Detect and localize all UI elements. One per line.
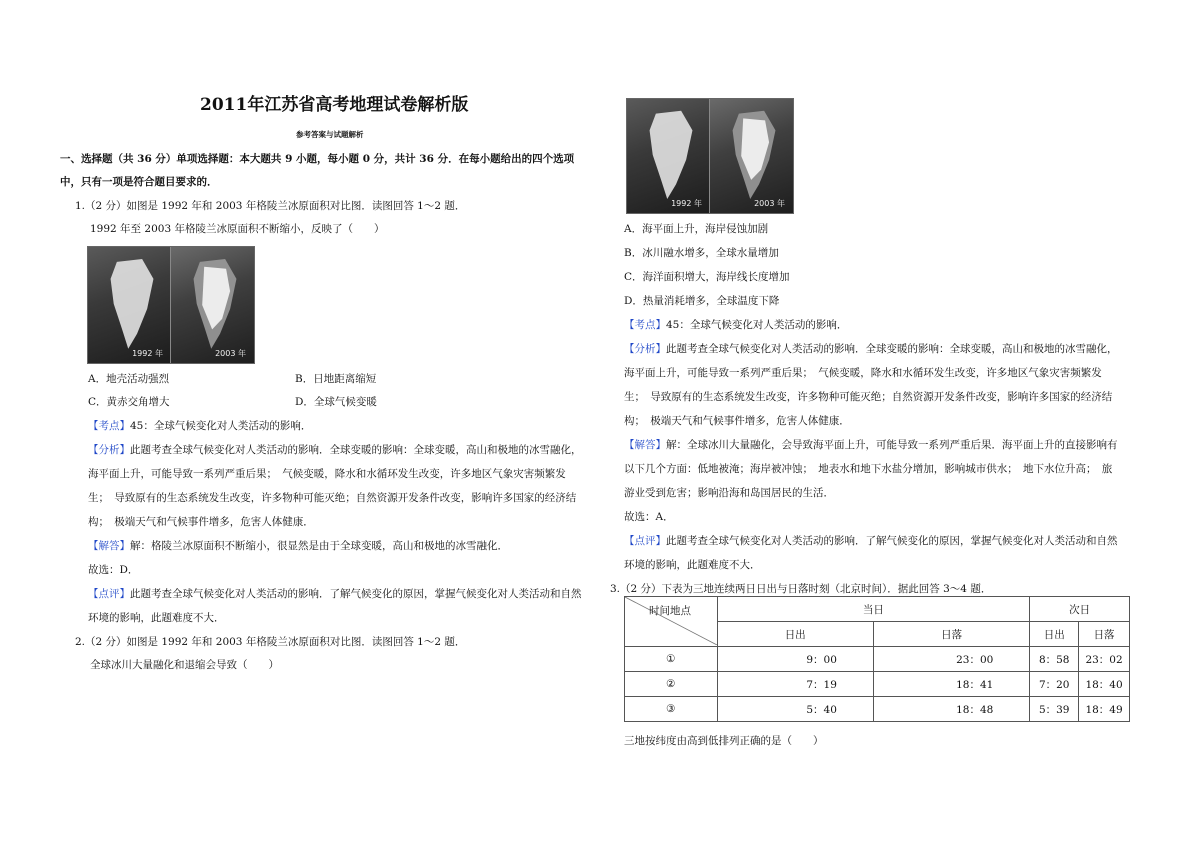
table-cell-d1-set: 23：00 — [873, 647, 1029, 672]
q1-dianping — [88, 587, 582, 601]
page-title: 2011年江苏省高考地理试卷解析版 — [200, 95, 469, 115]
q1-fenxi-text-2: 海平面上升，可能导致一系列严重后果； 气候变暖，降水和水循环发生改变，许多地区气象灾害频繁发 — [88, 468, 566, 480]
table-corner-cell — [625, 597, 718, 647]
q1-jieda — [88, 539, 508, 553]
q2-fenxi — [624, 342, 1118, 356]
table-cell-d2-set: 18：40 — [1079, 672, 1130, 697]
q2-fenxi-tag: 【分析】 — [624, 343, 666, 355]
table-cell-d2-rise: 7：20 — [1030, 672, 1079, 697]
table-cell-d1-rise: 5：40 — [717, 697, 873, 722]
page-subtitle: 参考答案与试题解析 — [296, 130, 364, 139]
q1-jieda-text: 解：格陵兰冰原面积不断缩小，很显然是由于全球变暖，高山和极地的冰雪融化． — [130, 540, 508, 552]
q1-option-d[interactable]: D．全球气候变暖 — [295, 396, 377, 408]
q1-fenxi — [88, 443, 582, 457]
table-cell-d2-rise: 8：58 — [1030, 647, 1079, 672]
q2-jieda — [624, 438, 1118, 452]
table-subheader-sunrise-2: 日出 — [1030, 622, 1079, 647]
q1-fenxi-text-3: 生； 导致原有的生态系统发生改变，许多物种可能灭绝；自然资源开发条件改变，影响许多国家的经济结 — [88, 492, 577, 504]
section-heading-line1: 一、选择题（共 36 分）单项选择题：本大题共 9 小题，每小题 0 分，共计 36 分．在每小题给出的四个选项 — [60, 153, 575, 165]
q2-dianping-text-1: 此题考查全球气候变化对人类活动的影响．了解气候变化的原因，掌握气候变化对人类活动和自然 — [666, 535, 1118, 547]
q2-fenxi-text-2: 海平面上升，可能导致一系列严重后果； 气候变暖，降水和水循环发生改变，许多地区气象灾害频繁发 — [624, 367, 1102, 379]
q1-option-c[interactable]: C．黄赤交角增大 — [88, 396, 170, 408]
q2-option-b[interactable]: B．冰川融水增多，全球水量增加 — [624, 247, 779, 259]
q2-option-c[interactable]: C．海洋面积增大，海岸线长度增加 — [624, 271, 790, 283]
sunrise-sunset-table — [624, 596, 1130, 722]
q1-fenxi-tag: 【分析】 — [88, 444, 130, 456]
q3-question: 三地按纬度由高到低排列正确的是（ ） — [624, 735, 824, 747]
greenland-ice-comparison-image-2 — [626, 98, 794, 214]
image-caption-2003: 2003 年 — [754, 199, 785, 208]
q1-fenxi-text-4: 构； 极端天气和气候事件增多，危害人体健康． — [88, 516, 314, 528]
q1-option-b[interactable]: B．日地距离缩短 — [295, 373, 377, 385]
q2-kaodian-text: 45：全球气候变化对人类活动的影响． — [666, 319, 848, 331]
image-caption-1992: 1992 年 — [132, 349, 163, 358]
q2-kaodian-tag: 【考点】 — [624, 319, 666, 331]
image-1992-panel — [627, 99, 710, 213]
q2-fenxi-text-1: 此题考查全球气候变化对人类活动的影响．全球变暖的影响：全球变暖，高山和极地的冰雪融化， — [666, 343, 1118, 355]
q2-option-d[interactable]: D．热量消耗增多，全球温度下降 — [624, 295, 780, 307]
q1-option-a[interactable]: A．地壳活动强烈 — [88, 373, 170, 385]
q1-dianping-tag: 【点评】 — [88, 588, 130, 600]
q2-jieda-text-1: 解：全球冰川大量融化，会导致海平面上升，可能导致一系列严重后果．海平面上升的直接影响有 — [666, 439, 1118, 451]
image-1992-panel — [88, 247, 171, 363]
q1-stem: 1.（2 分）如图是 1992 年和 2003 年格陵兰冰原面积对比图．读图回答 1～2 题． — [75, 200, 466, 212]
q2-answer: 故选：A． — [624, 511, 674, 523]
q2-stem: 2.（2 分）如图是 1992 年和 2003 年格陵兰冰原面积对比图．读图回答 1～2 题． — [75, 636, 466, 648]
q1-kaodian — [88, 419, 311, 433]
table-cell-d2-set: 23：02 — [1079, 647, 1130, 672]
image-caption-1992: 1992 年 — [671, 199, 702, 208]
q1-dianping-text-2: 环境的影响，此题难度不大． — [88, 612, 225, 624]
image-caption-2003: 2003 年 — [215, 349, 246, 358]
q2-jieda-text-3: 游业受到危害；影响沿海和岛国居民的生活． — [624, 487, 834, 499]
q2-dianping-text-2: 环境的影响，此题难度不大． — [624, 559, 761, 571]
q1-dianping-text-1: 此题考查全球气候变化对人类活动的影响．了解气候变化的原因，掌握气候变化对人类活动和自然 — [130, 588, 582, 600]
q1-kaodian-tag: 【考点】 — [88, 420, 130, 432]
table-cell-d1-set: 18：41 — [873, 672, 1029, 697]
greenland-ice-comparison-image — [87, 246, 255, 364]
q2-question: 全球冰川大量融化和退缩会导致（ ） — [90, 659, 279, 671]
q1-fenxi-text-1: 此题考查全球气候变化对人类活动的影响．全球变暖的影响：全球变暖，高山和极地的冰雪融化， — [130, 444, 582, 456]
table-cell-d1-set: 18：48 — [873, 697, 1029, 722]
table-corner-label: 时间地点 — [649, 605, 691, 617]
table-cell-d1-rise: 7：19 — [717, 672, 873, 697]
table-subheader-sunrise-1: 日出 — [717, 622, 873, 647]
section-heading-line2: 中，只有一项是符合题目要求的． — [60, 176, 218, 188]
image-2003-panel — [709, 99, 793, 213]
image-2003-panel — [170, 247, 254, 363]
table-cell-d2-rise: 5：39 — [1030, 697, 1079, 722]
q2-jieda-text-2: 以下几个方面：低地被淹；海岸被冲蚀； 地表水和地下水盐分增加，影响城市供水； 地下水位升高； 旅 — [624, 463, 1113, 475]
table-subheader-sunset-2: 日落 — [1079, 622, 1130, 647]
table-cell-d2-set: 18：49 — [1079, 697, 1130, 722]
q1-answer: 故选：D． — [88, 564, 139, 576]
table-header-day2: 次日 — [1030, 597, 1130, 622]
q2-fenxi-text-3: 生； 导致原有的生态系统发生改变，许多物种可能灭绝；自然资源开发条件改变，影响许多国家的经济结 — [624, 391, 1113, 403]
q2-dianping-tag: 【点评】 — [624, 535, 666, 547]
q1-jieda-tag: 【解答】 — [88, 540, 130, 552]
q2-fenxi-text-4: 构； 极端天气和气候事件增多，危害人体健康． — [624, 415, 850, 427]
table-subheader-sunset-1: 日落 — [873, 622, 1029, 647]
q2-jieda-tag: 【解答】 — [624, 439, 666, 451]
table-row — [625, 647, 1130, 672]
q1-question: 1992 年至 2003 年格陵兰冰原面积不断缩小，反映了（ ） — [90, 223, 385, 235]
table-header-day1: 当日 — [717, 597, 1030, 622]
q2-option-a[interactable]: A．海平面上升，海岸侵蚀加剧 — [624, 223, 769, 235]
q2-kaodian — [624, 318, 847, 332]
q3-stem: 3.（2 分）下表为三地连续两日日出与日落时刻（北京时间）．据此回答 3～4 题． — [610, 583, 992, 595]
table-row — [625, 697, 1130, 722]
q1-kaodian-text: 45：全球气候变化对人类活动的影响． — [130, 420, 312, 432]
table-cell-place: ① — [625, 647, 718, 672]
table-cell-place: ③ — [625, 697, 718, 722]
table-row — [625, 672, 1130, 697]
table-cell-place: ② — [625, 672, 718, 697]
table-cell-d1-rise: 9：00 — [717, 647, 873, 672]
q2-dianping — [624, 534, 1118, 548]
